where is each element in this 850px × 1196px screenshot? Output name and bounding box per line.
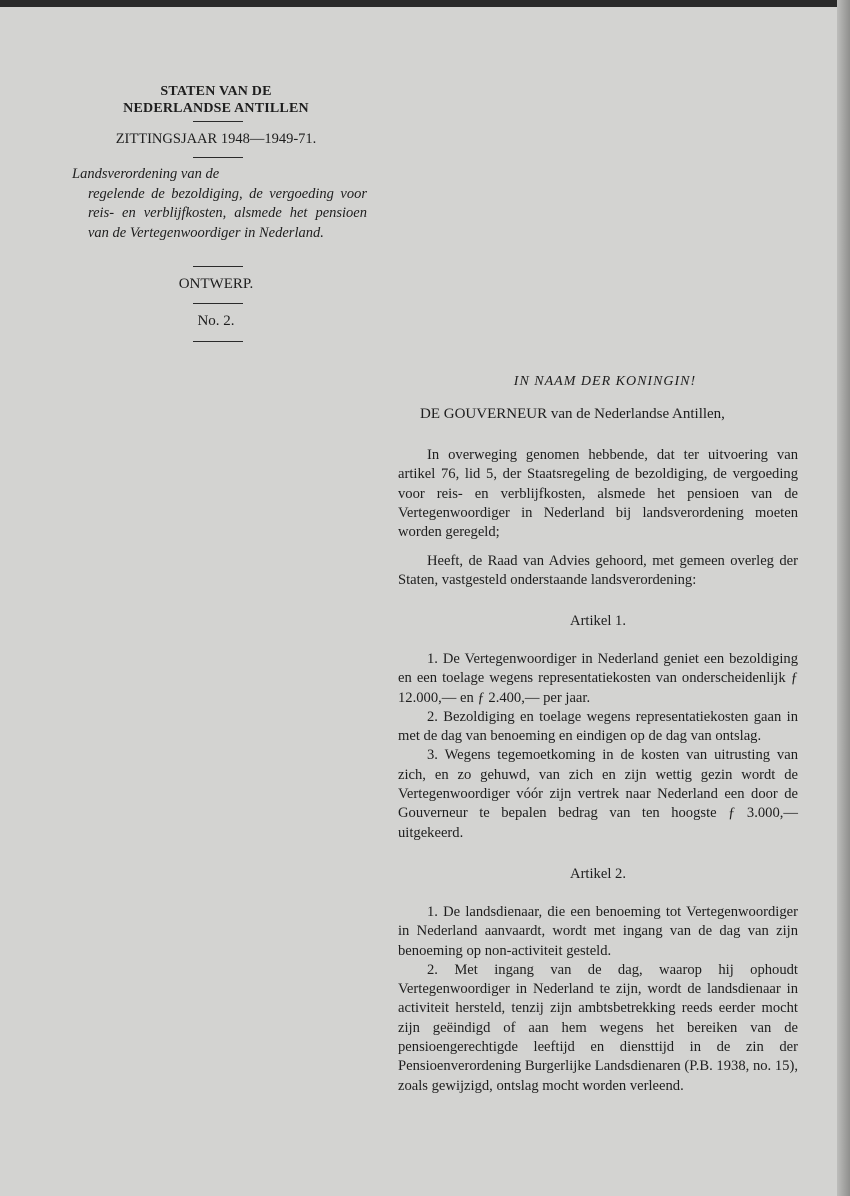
preamble-enactment: Heeft, de Raad van Advies gehoord, met gemeen overleg der Staten, vastgesteld onderstaande landsverordening: <box>398 553 798 589</box>
issuing-body-line1: STATEN VAN DE <box>160 84 272 99</box>
draft-label: ONTWERP. <box>178 276 254 292</box>
article-1-heading: Artikel 1. <box>570 613 626 629</box>
divider <box>193 157 243 158</box>
article-1-item: 2. Bezoldiging en toelage wegens representatiekosten gaan in met de dag van benoeming en eindigen op de dag van ontslag. <box>398 708 798 745</box>
article-1-item: 1. De Vertegenwoordiger in Nederland geniet een bezoldiging en een toelage wegens representatiekosten van onderscheidenlijk ƒ 12.000,— en ƒ 2.400,— per jaar. <box>398 651 798 706</box>
ordinance-title <box>72 165 367 244</box>
divider <box>193 303 243 304</box>
divider <box>193 266 243 267</box>
divider <box>193 121 243 122</box>
document-number: No. 2. <box>197 313 235 329</box>
ordinance-title-first: Landsverordening van de <box>72 166 220 182</box>
scan-right-edge <box>837 0 850 1196</box>
session-year: ZITTINGSJAAR 1948—1949-71. <box>115 131 317 147</box>
governor-line: DE GOUVERNEUR van de Nederlandse Antillen, <box>420 406 725 422</box>
article-2-item: 1. De landsdienaar, die een benoeming tot Vertegenwoordiger in Nederland aanvaardt, wordt met ingang van de dag van zijn benoeming op non-activiteit gesteld. <box>398 904 798 959</box>
article-2-heading: Artikel 2. <box>570 866 626 882</box>
article-1-item: 3. Wegens tegemoetkoming in de kosten van uitrusting van zich, en zo gehuwd, van zich en zijn wettig gezin wordt de Vertegenwoordiger vóór zijn vertrek naar Nederland een door de Gouverneur te bepalen bedrag van ten hoogste ƒ 3.000,— uitgekeerd. <box>398 747 798 841</box>
article-1 <box>398 650 798 843</box>
issuing-body-line2: NEDERLANDSE ANTILLEN <box>123 101 309 116</box>
scan-top-edge <box>0 0 850 7</box>
preamble-considering: In overweging genomen hebbende, dat ter uitvoering van artikel 76, lid 5, der Staatsregeling de bezoldiging, de vergoeding voor reis- en verblijfkosten, alsmede het pensioen van de Vertegenwoordiger in Nederland bij landsverordening moeten worden geregeld; <box>398 447 798 541</box>
issuing-body <box>70 83 362 117</box>
divider <box>193 341 243 342</box>
ordinance-title-rest: regelende de bezoldiging, de vergoeding voor reis- en verblijfkosten, alsmede het pensioen van de Vertegenwoordiger in Nederland. <box>88 185 367 242</box>
article-2-item: 2. Met ingang van de dag, waarop hij ophoudt Vertegenwoordiger in Nederland te zijn, wordt de landsdienaar in activiteit hersteld, tenzij zijn ambtsbetrekking reeds eerder mocht zijn geëindigd of aan hem wegens het bereiken van de pensioengerechtigde leeftijd en diensttijd in de zin der Pensioenverordening Burgerlijke Landsdienaren (P.B. 1938, no. 15), zoals gewijzigd, ontslag mocht worden verleend. <box>398 961 798 1094</box>
article-2 <box>398 903 798 1096</box>
enacting-formula: IN NAAM DER KONINGIN! <box>513 374 697 389</box>
